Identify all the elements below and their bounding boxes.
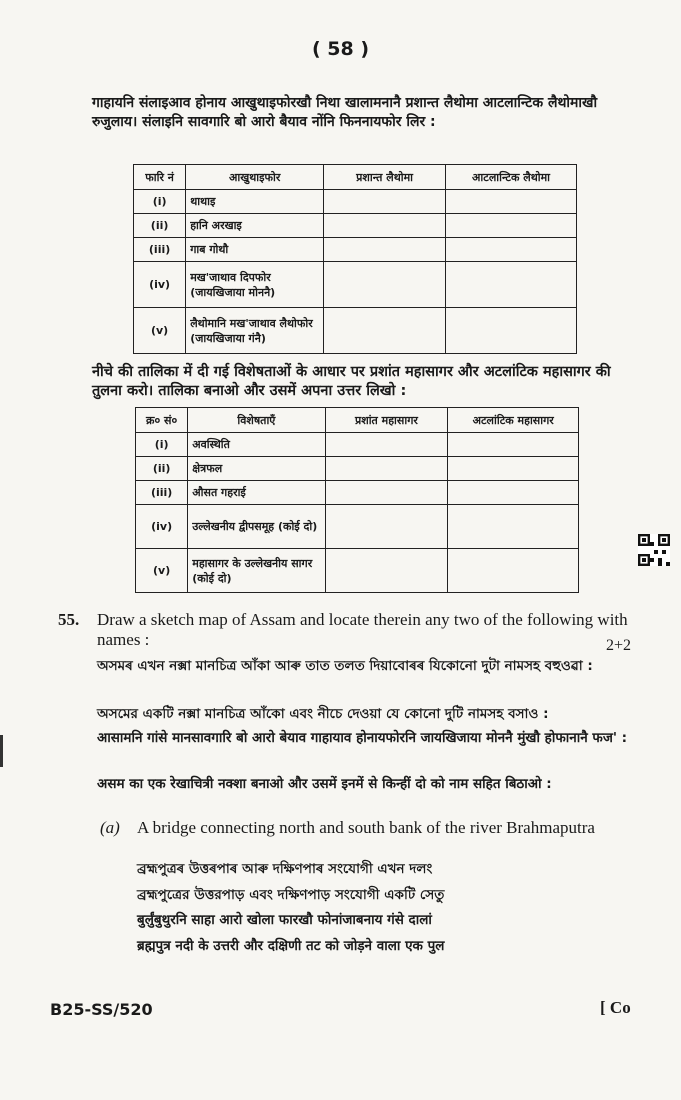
row-number: (ii) — [136, 457, 188, 481]
part-a-english: A bridge connecting north and south bank of the river Brahmaputra — [137, 818, 595, 837]
table-row — [134, 308, 577, 354]
row-label: लैथोमानि मख'जाथाव लैथोफोर (जायखिजाया गंनै) — [186, 308, 324, 354]
table-row — [136, 433, 579, 457]
part-a-assamese: ব্ৰহ্মপুত্ৰৰ উত্তৰপাৰ আৰু দক্ষিণপাৰ সংযোগী এখন দলং — [137, 861, 433, 877]
answer-cell[interactable] — [325, 481, 448, 505]
q55-english: Draw a sketch map of Assam and locate therein any two of the following with names : — [97, 610, 628, 649]
row-number: (iv) — [134, 262, 186, 308]
row-number: (i) — [134, 190, 186, 214]
answer-cell[interactable] — [324, 190, 446, 214]
answer-cell[interactable] — [448, 433, 579, 457]
answer-cell[interactable] — [446, 214, 577, 238]
row-label: महासागर के उल्लेखनीय सागर (कोई दो) — [188, 549, 325, 593]
row-label: हानि अरखाइ — [186, 214, 324, 238]
q54-hindi-table — [135, 407, 579, 593]
answer-cell[interactable] — [325, 457, 448, 481]
table-row — [136, 481, 579, 505]
answer-cell[interactable] — [448, 457, 579, 481]
row-number: (v) — [134, 308, 186, 354]
answer-cell[interactable] — [324, 262, 446, 308]
answer-cell[interactable] — [324, 308, 446, 354]
continued-marker: [ Co — [600, 998, 631, 1017]
qr-code-icon — [638, 534, 670, 566]
row-number: (iii) — [136, 481, 188, 505]
row-number: (iii) — [134, 238, 186, 262]
row-number: (i) — [136, 433, 188, 457]
q55-assamese: অসমৰ এখন নক্সা মানচিত্ৰ আঁকা আৰু তাত তলত দিয়াবোৰৰ যিকোনো দুটা নামসহ বহুওৱা : — [97, 658, 593, 674]
col-header: प्रशान्त लैथोमा — [324, 165, 446, 190]
answer-cell[interactable] — [448, 481, 579, 505]
table-row — [136, 505, 579, 549]
row-label: उल्लेखनीय द्वीपसमूह (कोई दो) — [188, 505, 325, 549]
table-row — [136, 549, 579, 593]
table-row — [134, 214, 577, 238]
table-header-row — [134, 165, 577, 190]
part-a-bodo: बुर्लुंबुथुरनि साहा आरो खोला फारखौ फोनांजाबनाय गंसे दालां — [137, 912, 432, 928]
part-a-hindi: ब्रह्मपुत्र नदी के उत्तरी और दक्षिणी तट को जोड़ने वाला एक पुल — [137, 938, 445, 954]
part-a-label: (a) — [100, 818, 120, 837]
row-number: (iv) — [136, 505, 188, 549]
q55-bodo: आसामनि गांसे मानसावगारि बो आरो बेयाव गाहायाव होनायफोरनि जायखिजाया मोननै मुंखौ होफानानै फज' : — [97, 730, 628, 746]
row-label: क्षेत्रफल — [188, 457, 325, 481]
answer-cell[interactable] — [324, 238, 446, 262]
q55-bengali: অসমের একটি নক্সা মানচিত্র আঁকো এবং নীচে দেওয়া যে কোনো দুটি নামসহ বসাও : — [97, 706, 549, 722]
answer-cell[interactable] — [446, 262, 577, 308]
part-a-bengali: ব্রহ্মপুত্রের উত্তরপাড় এবং দক্ষিণপাড় সংযোগী একটি সেতু — [137, 887, 445, 903]
col-header: क्र० सं० — [136, 408, 188, 433]
table-header-row — [136, 408, 579, 433]
margin-mark — [0, 735, 3, 767]
q55-hindi: असम का एक रेखाचित्री नक्शा बनाओ और उसमें इनमें से किन्हीं दो को नाम सहित बिठाओ : — [97, 776, 552, 792]
col-header: अटलांटिक महासागर — [448, 408, 579, 433]
answer-cell[interactable] — [448, 549, 579, 593]
table-row — [134, 190, 577, 214]
col-header: विशेषताएँ — [188, 408, 325, 433]
q54-bodo-table — [133, 164, 577, 354]
answer-cell[interactable] — [325, 505, 448, 549]
answer-cell[interactable] — [324, 214, 446, 238]
row-label: औसत गहराई — [188, 481, 325, 505]
table-row — [136, 457, 579, 481]
col-header: आखुथाइफोर — [186, 165, 324, 190]
q54-hindi-intro: नीचे की तालिका में दी गई विशेषताओं के आधार पर प्रशांत महासागर और अटलांटिक महासागर की तुलना करो। तालिका बनाओ और उसमें अपना उत्तर लिखो : — [92, 364, 611, 399]
col-header: प्रशांत महासागर — [325, 408, 448, 433]
col-header: फारि नं — [134, 165, 186, 190]
row-label: थाथाइ — [186, 190, 324, 214]
page-number: ( 58 ) — [311, 38, 370, 60]
row-label: गाब गोथौ — [186, 238, 324, 262]
question-number: 55. — [58, 610, 80, 629]
table-row — [134, 262, 577, 308]
row-number: (v) — [136, 549, 188, 593]
answer-cell[interactable] — [448, 505, 579, 549]
answer-cell[interactable] — [446, 308, 577, 354]
col-header: आटलान्टिक लैथोमा — [446, 165, 577, 190]
paper-code: B25-SS/520 — [50, 1000, 153, 1019]
marks: 2+2 — [606, 637, 632, 654]
answer-cell[interactable] — [325, 433, 448, 457]
q54-bodo-intro: गाहायनि संलाइआव होनाय आखुथाइफोरखौ निथा खालामनानै प्रशान्त लैथोमा आटलान्टिक लैथोमाखौ रुजुलाय। संलाइनि सावगारि बो आरो बैयाव नोंनि फिननायफोर लिर : — [92, 95, 598, 130]
answer-cell[interactable] — [325, 549, 448, 593]
answer-cell[interactable] — [446, 238, 577, 262]
table-row — [134, 238, 577, 262]
row-number: (ii) — [134, 214, 186, 238]
row-label: मख'जाथाव दिपफोर (जायखिजाया मोननै) — [186, 262, 324, 308]
row-label: अवस्थिति — [188, 433, 325, 457]
answer-cell[interactable] — [446, 190, 577, 214]
